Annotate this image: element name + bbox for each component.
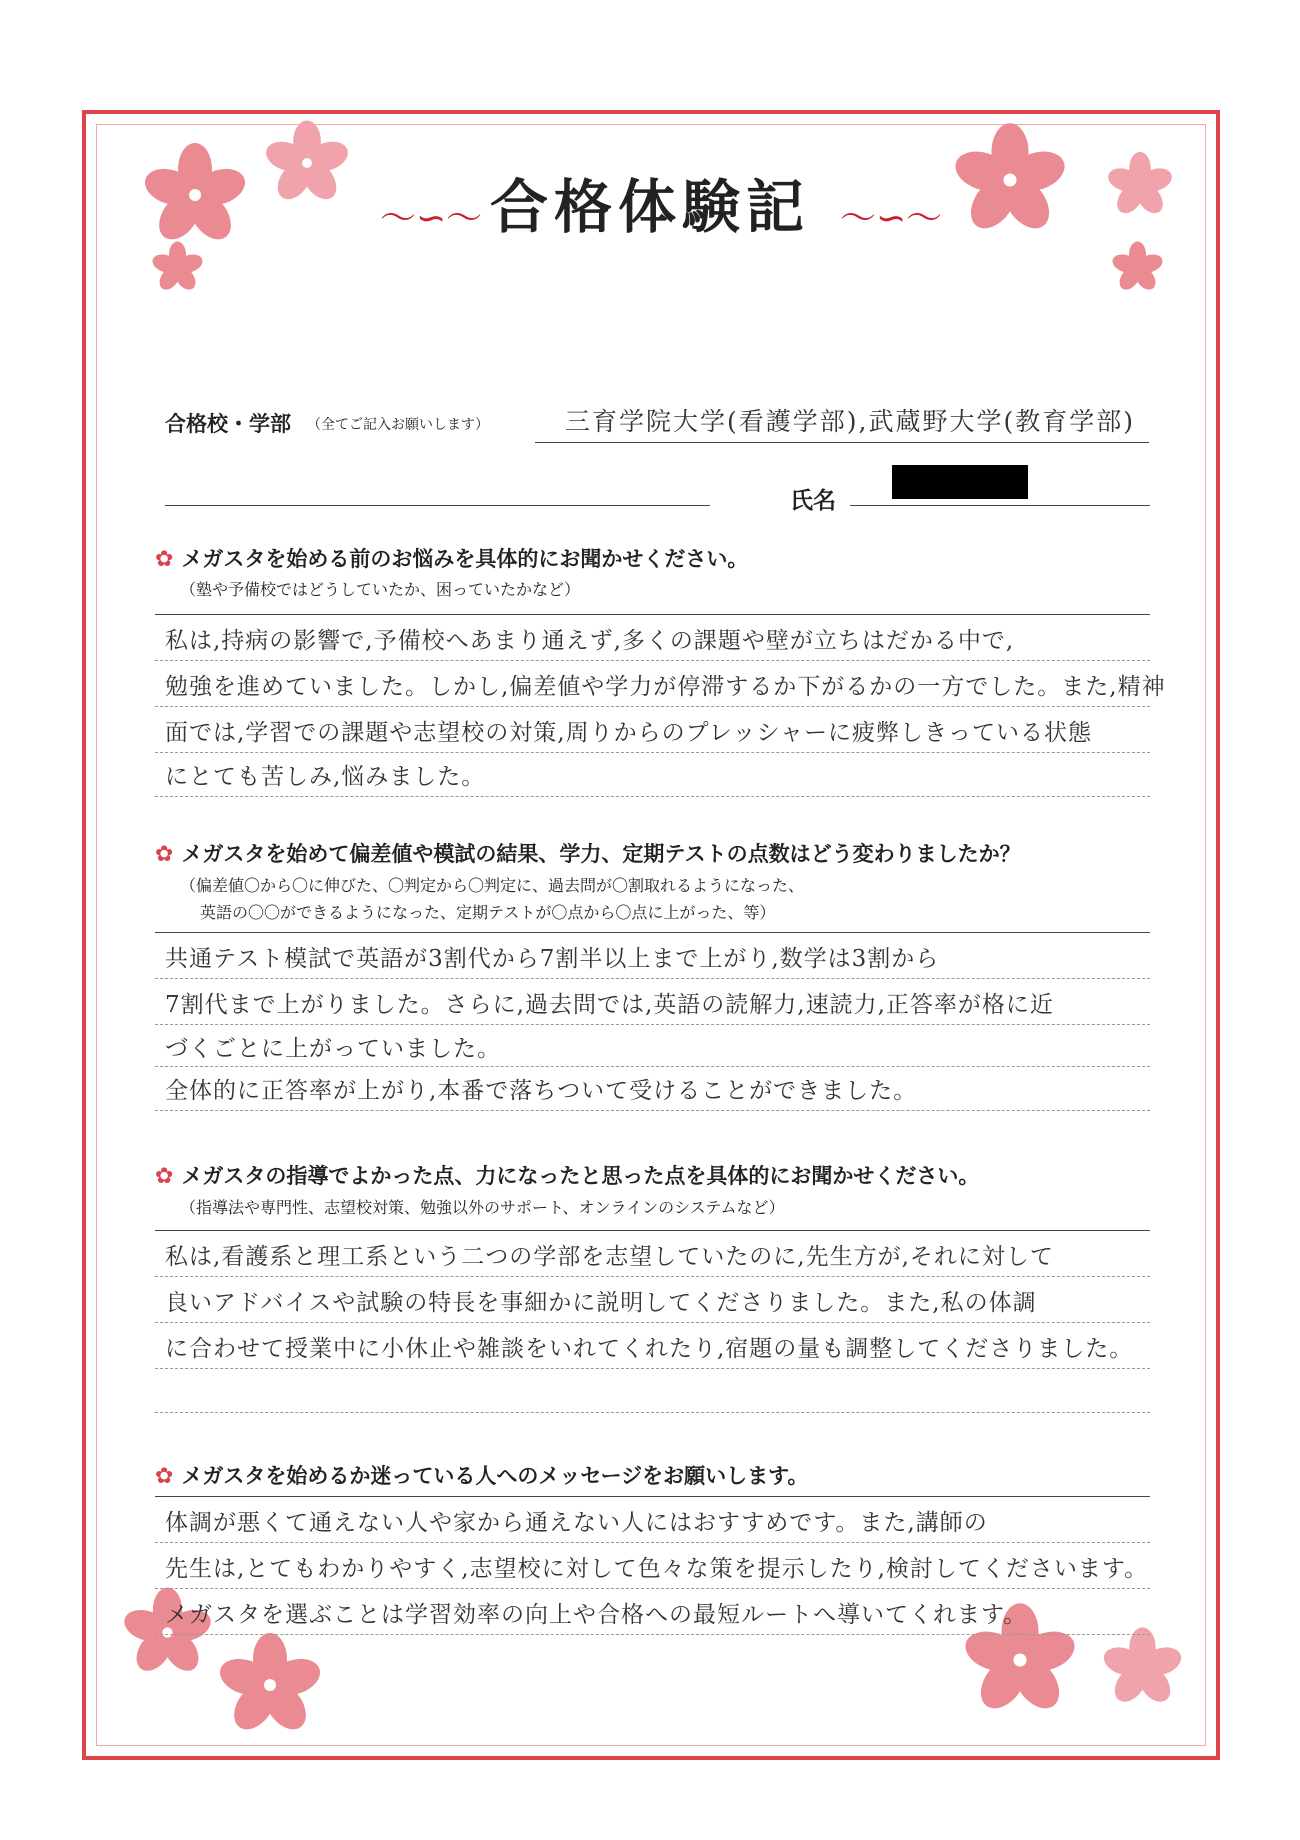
answer-line bbox=[155, 752, 1150, 753]
answer-line bbox=[155, 1588, 1150, 1589]
section-note: 英語の〇〇ができるようになった、定期テストが〇点から〇点に上がった、等） bbox=[200, 903, 776, 922]
title-swirl-right-icon: 〜∽〜 bbox=[840, 198, 943, 239]
answer-line bbox=[155, 1634, 1150, 1635]
inner-frame bbox=[96, 124, 1206, 1746]
answer-line bbox=[155, 1542, 1150, 1543]
answer-line bbox=[155, 1368, 1150, 1369]
blossom-bullet-icon: ✿ bbox=[155, 547, 174, 572]
answer-text: メガスタを選ぶことは学習効率の向上や合格への最短ルートへ導いてくれます。 bbox=[165, 1602, 1028, 1628]
answer-text: 良いアドバイスや試験の特長を事細かに説明してくださりました。また,私の体調 bbox=[165, 1290, 1037, 1316]
section-heading-text: メガスタを始める前のお悩みを具体的にお聞かせください。 bbox=[181, 547, 749, 571]
answer-line bbox=[155, 1024, 1150, 1025]
cherry-blossom-icon bbox=[1110, 240, 1165, 295]
blank-underline bbox=[165, 505, 710, 506]
school-value: 三育学院大学(看護学部),武蔵野大学(教育学部) bbox=[565, 407, 1135, 436]
blossom-bullet-icon: ✿ bbox=[155, 842, 174, 867]
answer-text: 体調が悪くて通えない人や家から通えない人にはおすすめです。また,講師の bbox=[165, 1510, 988, 1536]
answer-line bbox=[155, 1496, 1150, 1497]
answer-text: 先生は,とてもわかりやすく,志望校に対して色々な策を提示したり,検討してくださいます。 bbox=[165, 1556, 1149, 1582]
answer-line bbox=[155, 796, 1150, 797]
name-underline bbox=[850, 505, 1150, 506]
school-note: （全てご記入お願いします） bbox=[307, 417, 489, 433]
section-heading-text: メガスタの指導でよかった点、力になったと思った点を具体的にお聞かせください。 bbox=[181, 1164, 980, 1188]
answer-line bbox=[155, 1322, 1150, 1323]
blossom-bullet-icon: ✿ bbox=[155, 1164, 174, 1189]
school-underline bbox=[535, 442, 1149, 443]
section-heading bbox=[155, 1460, 809, 1490]
section-heading-text: メガスタを始めるか迷っている人へのメッセージをお願いします。 bbox=[181, 1464, 809, 1488]
answer-text: づくごとに上がっていました。 bbox=[165, 1036, 501, 1062]
answer-line bbox=[155, 706, 1150, 707]
section-note: （偏差値〇から〇に伸びた、〇判定から〇判定に、過去問が〇割取れるようになった、 bbox=[180, 876, 805, 895]
answer-text: 共通テスト模試で英語が3割代から7割半以上まで上がり,数学は3割から bbox=[165, 946, 940, 972]
answer-line bbox=[155, 978, 1150, 979]
answer-line bbox=[155, 932, 1150, 933]
name-redaction bbox=[892, 465, 1028, 499]
section-heading bbox=[155, 1160, 979, 1190]
answer-text: 全体的に正答率が上がり,本番で落ちついて受けることができました。 bbox=[165, 1078, 918, 1104]
answer-line bbox=[155, 614, 1150, 615]
answer-text: 勉強を進めていました。しかし,偏差値や学力が停滞するか下がるかの一方でした。また,精神 bbox=[165, 674, 1166, 700]
page-title: 合格体験記 bbox=[489, 173, 810, 241]
answer-text: 面では,学習での課題や志望校の対策,周りからのプレッシャーに疲弊しきっている状態 bbox=[165, 720, 1093, 746]
cherry-blossom-icon bbox=[150, 240, 205, 295]
cherry-blossom-icon bbox=[1100, 1625, 1185, 1710]
answer-text: に合わせて授業中に小休止や雑談をいれてくれたり,宿題の量も調整してくださりました。 bbox=[165, 1336, 1134, 1362]
name-label: 氏名 bbox=[790, 488, 836, 514]
answer-line bbox=[155, 1230, 1150, 1231]
section-note: （指導法や専門性、志望校対策、勉強以外のサポート、オンラインのシステムなど） bbox=[180, 1198, 785, 1217]
section-heading-text: メガスタを始めて偏差値や模試の結果、学力、定期テストの点数はどう変わりましたか？ bbox=[181, 842, 1021, 866]
answer-line bbox=[155, 1066, 1150, 1067]
answer-text: にとても苦しみ,悩みました。 bbox=[165, 764, 486, 790]
answer-line bbox=[155, 1412, 1150, 1413]
answer-line bbox=[155, 1110, 1150, 1111]
section-note: （塾や予備校ではどうしていたか、困っていたかなど） bbox=[180, 580, 581, 599]
answer-line bbox=[155, 1276, 1150, 1277]
answer-text: 7割代まで上がりました。さらに,過去問では,英語の読解力,速読力,正答率が格に近 bbox=[165, 992, 1054, 1018]
answer-line bbox=[155, 660, 1150, 661]
section-heading bbox=[155, 543, 748, 573]
answer-text: 私は,看護系と理工系という二つの学部を志望していたのに,先生方が,それに対して bbox=[165, 1244, 1054, 1270]
answer-text: 私は,持病の影響で,予備校へあまり通えず,多くの課題や壁が立ちはだかる中で, bbox=[165, 628, 1015, 654]
section-heading bbox=[155, 838, 1021, 868]
cherry-blossom-icon bbox=[215, 1630, 325, 1740]
title-swirl-left-icon: 〜∽〜 bbox=[380, 198, 483, 239]
school-label: 合格校・学部 bbox=[165, 412, 291, 436]
blossom-bullet-icon: ✿ bbox=[155, 1464, 174, 1489]
